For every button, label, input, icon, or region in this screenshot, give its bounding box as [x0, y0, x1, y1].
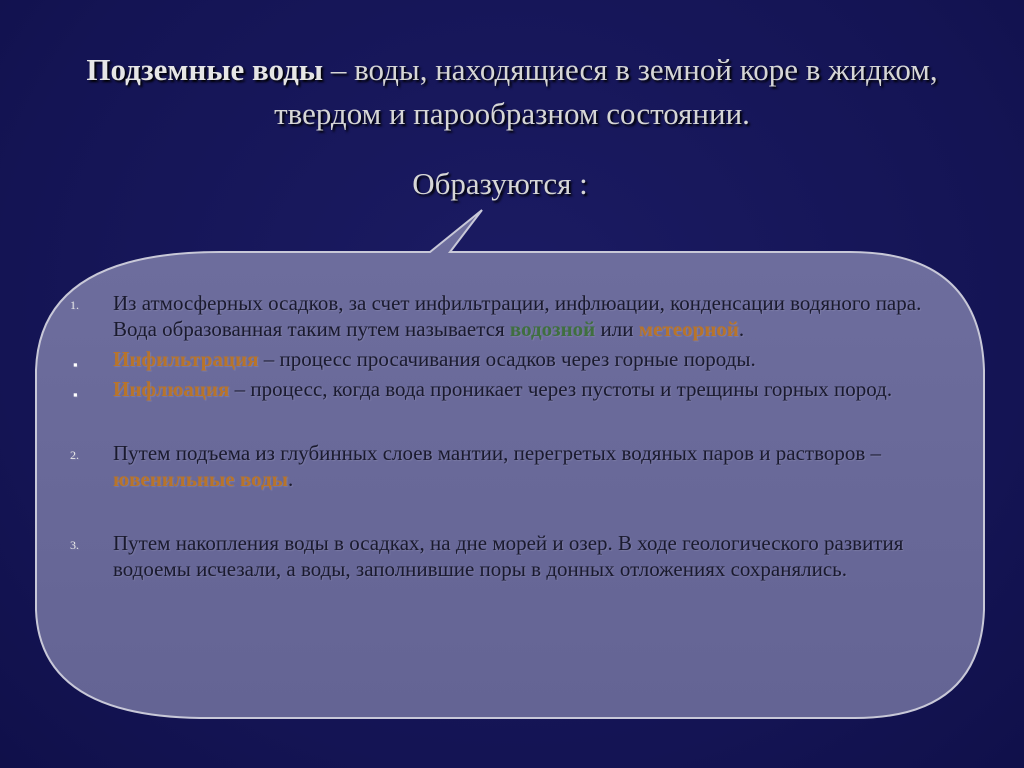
- title-definition: – воды, находящиеся в земной коре в жидком, твердом и парообразном состоянии.: [274, 52, 938, 131]
- list-number: 3.: [70, 538, 79, 552]
- list-number: 2.: [70, 448, 79, 462]
- bullet-item-influation: [70, 376, 930, 402]
- callout-content: [70, 290, 930, 582]
- item-text: или: [595, 317, 639, 341]
- list-item-3: [70, 530, 930, 582]
- bullet-icon: ▪: [73, 357, 78, 372]
- item-text: Путем накопления воды в осадках, на дне морей и озер. В ходе геологического развития водоемы исчезали, а воды, заполнившие поры в донных отложениях сохранялись.: [113, 531, 904, 581]
- highlight-vadose: водозной: [509, 317, 596, 341]
- bullet-icon: ▪: [73, 387, 78, 402]
- list-item-1: [70, 290, 930, 342]
- term-infiltration: Инфильтрация: [113, 347, 259, 371]
- item-text: Путем подъема из глубинных слоев мантии, перегретых водяных паров и растворов –: [113, 441, 882, 465]
- title-term: Подземные воды: [86, 52, 324, 87]
- item-text: – процесс просачивания осадков через горные породы.: [258, 347, 756, 371]
- item-text: .: [287, 467, 294, 491]
- highlight-meteoric: метеорной: [638, 317, 739, 341]
- subtitle: Образуются :: [412, 166, 588, 201]
- list-item-2: [70, 440, 930, 492]
- list-number: 1.: [70, 298, 79, 312]
- bullet-item-infiltration: [70, 346, 930, 372]
- item-text: Из атмосферных осадков, за счет инфильтрации, инфлюации, конденсации водяного пара. Вода образованная таким путем называется: [113, 291, 922, 341]
- highlight-juvenile: ювенильные воды: [113, 467, 288, 491]
- term-influation: Инфлюация: [113, 377, 230, 401]
- item-text: .: [738, 317, 745, 341]
- item-text: – процесс, когда вода проникает через пустоты и трещины горных пород.: [229, 377, 893, 401]
